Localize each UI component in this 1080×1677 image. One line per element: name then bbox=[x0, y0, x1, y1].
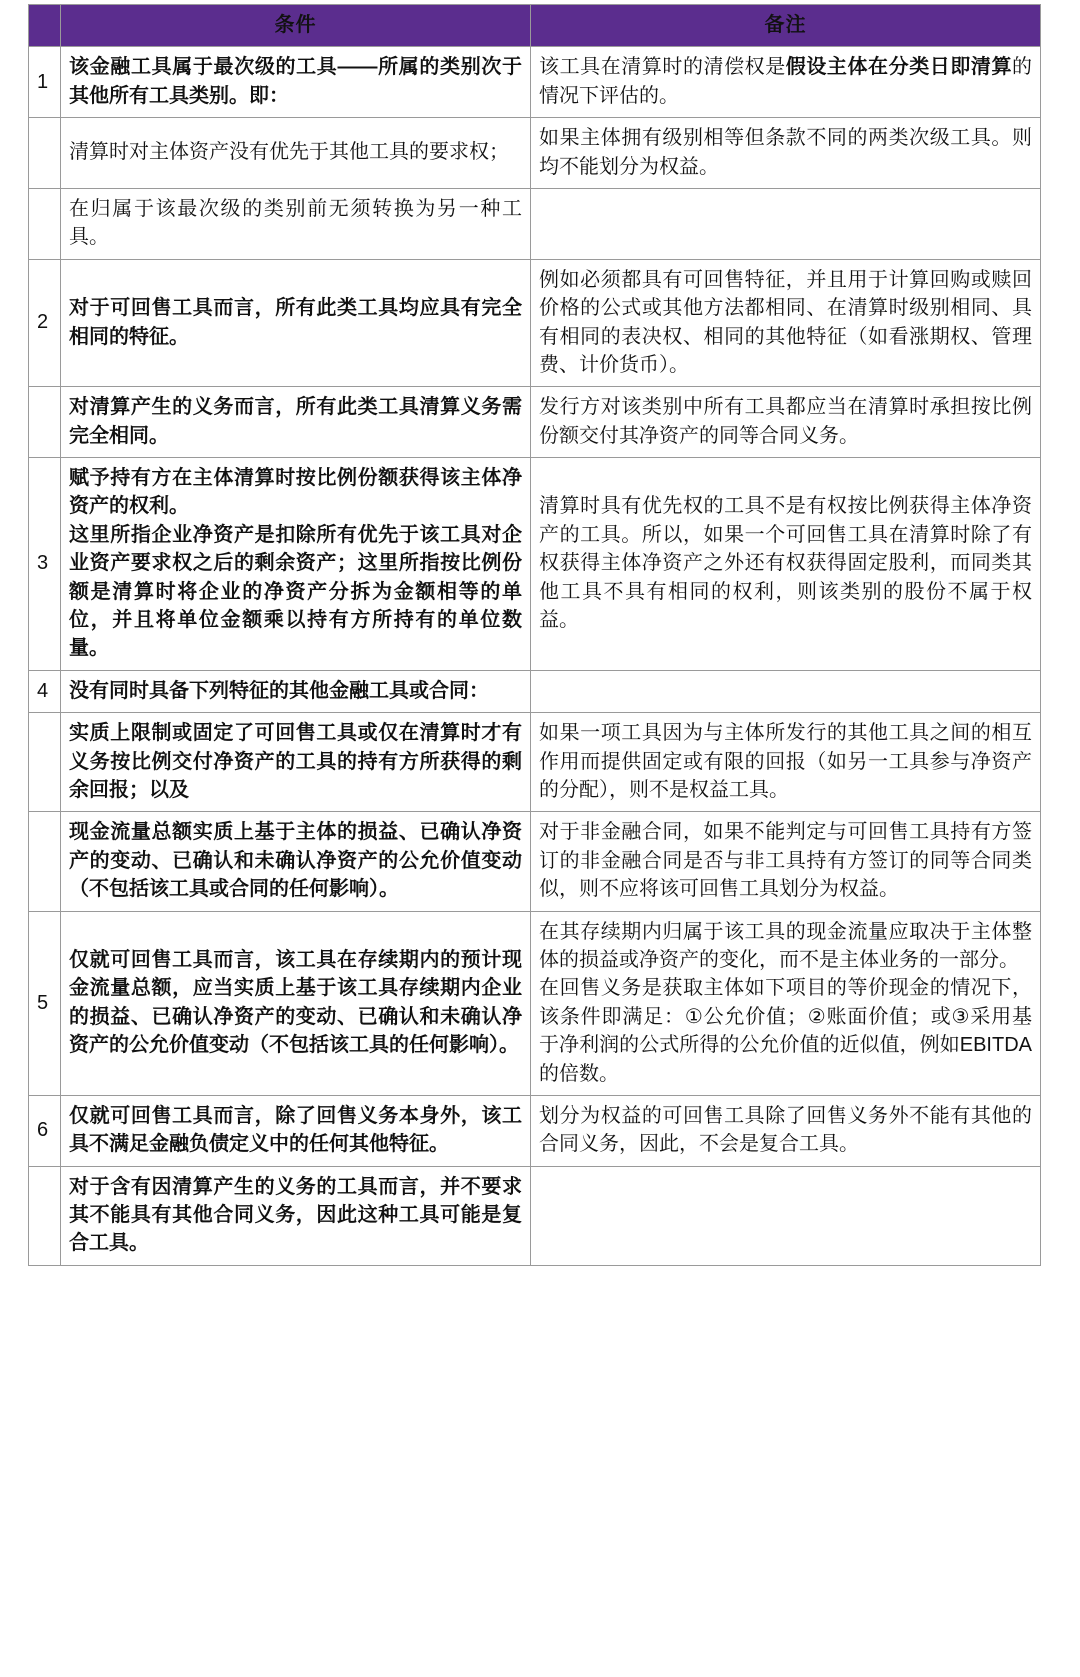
row-number bbox=[29, 118, 61, 189]
note-cell: 清算时具有优先权的工具不是有权按比例获得主体净资产的工具。所以，如果一个可回售工具在清算时除了有权获得主体净资产之外还有权获得固定股利，而同类其他工具不具有相同的权利，则该类别的股份不属于权益。 bbox=[531, 458, 1041, 671]
note-cell bbox=[531, 188, 1041, 259]
condition-cell: 现金流量总额实质上基于主体的损益、已确认净资产的变动、已确认和未确认净资产的公允价值变动（不包括该工具或合同的任何影响）。 bbox=[61, 812, 531, 911]
table-row bbox=[29, 188, 1041, 259]
table-row bbox=[29, 911, 1041, 1095]
note-cell bbox=[531, 670, 1041, 712]
note-cell: 该工具在清算时的清偿权是假设主体在分类日即清算的情况下评估的。 bbox=[531, 47, 1041, 118]
note-cell: 发行方对该类别中所有工具都应当在清算时承担按比例份额交付其净资产的同等合同义务。 bbox=[531, 387, 1041, 458]
condition-cell: 清算时对主体资产没有优先于其他工具的要求权； bbox=[61, 118, 531, 189]
table-row bbox=[29, 713, 1041, 812]
note-cell: 例如必须都具有可回售特征，并且用于计算回购或赎回价格的公式或其他方法都相同、在清算时级别相同、具有相同的表决权、相同的其他特征（如看涨期权、管理费、计价货币）。 bbox=[531, 259, 1041, 387]
table-row bbox=[29, 1166, 1041, 1265]
row-number: 4 bbox=[29, 670, 61, 712]
table-row bbox=[29, 812, 1041, 911]
table-row bbox=[29, 118, 1041, 189]
condition-cell: 仅就可回售工具而言，除了回售义务本身外，该工具不满足金融负债定义中的任何其他特征。 bbox=[61, 1095, 531, 1166]
note-cell: 对于非金融合同，如果不能判定与可回售工具持有方签订的非金融合同是否与非工具持有方签订的同等合同类似，则不应将该可回售工具划分为权益。 bbox=[531, 812, 1041, 911]
table-row bbox=[29, 458, 1041, 671]
condition-cell: 对于可回售工具而言，所有此类工具均应具有完全相同的特征。 bbox=[61, 259, 531, 387]
conditions-table bbox=[28, 4, 1041, 1266]
table-row bbox=[29, 47, 1041, 118]
condition-cell: 在归属于该最次级的类别前无须转换为另一种工具。 bbox=[61, 188, 531, 259]
note-cell: 在其存续期内归属于该工具的现金流量应取决于主体整体的损益或净资产的变化，而不是主体业务的一部分。 在回售义务是获取主体如下项目的等价现金的情况下，该条件即满足：①公允价值；②账面价值；或③采用基于净利润的公式所得的公允价值的近似值，例如EBITDA的倍数。 bbox=[531, 911, 1041, 1095]
table-row bbox=[29, 670, 1041, 712]
table-header-row bbox=[29, 5, 1041, 47]
condition-cell: 没有同时具备下列特征的其他金融工具或合同： bbox=[61, 670, 531, 712]
row-number: 5 bbox=[29, 911, 61, 1095]
column-header-condition: 条件 bbox=[61, 5, 531, 47]
condition-cell: 对清算产生的义务而言，所有此类工具清算义务需完全相同。 bbox=[61, 387, 531, 458]
condition-cell: 仅就可回售工具而言，该工具在存续期内的预计现金流量总额，应当实质上基于该工具存续期内企业的损益、已确认净资产的变动、已确认和未确认净资产的公允价值变动（不包括该工具的任何影响）。 bbox=[61, 911, 531, 1095]
table-row bbox=[29, 1095, 1041, 1166]
condition-cell: 对于含有因清算产生的义务的工具而言，并不要求其不能具有其他合同义务，因此这种工具可能是复合工具。 bbox=[61, 1166, 531, 1265]
row-number: 3 bbox=[29, 458, 61, 671]
row-number bbox=[29, 1166, 61, 1265]
row-number: 2 bbox=[29, 259, 61, 387]
column-header-number bbox=[29, 5, 61, 47]
table-header bbox=[29, 5, 1041, 47]
condition-cell: 赋予持有方在主体清算时按比例份额获得该主体净资产的权利。 这里所指企业净资产是扣除所有优先于该工具对企业资产要求权之后的剩余资产；这里所指按比例份额是清算时将企业的净资产分拆为金额相等的单位，并且将单位金额乘以持有方所持有的单位数量。 bbox=[61, 458, 531, 671]
note-cell: 如果主体拥有级别相等但条款不同的两类次级工具。则均不能划分为权益。 bbox=[531, 118, 1041, 189]
row-number bbox=[29, 713, 61, 812]
note-cell: 划分为权益的可回售工具除了回售义务外不能有其他的合同义务，因此，不会是复合工具。 bbox=[531, 1095, 1041, 1166]
row-number bbox=[29, 188, 61, 259]
note-cell: 如果一项工具因为与主体所发行的其他工具之间的相互作用而提供固定或有限的回报（如另一工具参与净资产的分配），则不是权益工具。 bbox=[531, 713, 1041, 812]
row-number: 6 bbox=[29, 1095, 61, 1166]
column-header-note: 备注 bbox=[531, 5, 1041, 47]
note-cell bbox=[531, 1166, 1041, 1265]
table-body bbox=[29, 47, 1041, 1265]
row-number bbox=[29, 387, 61, 458]
row-number: 1 bbox=[29, 47, 61, 118]
table-row bbox=[29, 387, 1041, 458]
condition-cell: 实质上限制或固定了可回售工具或仅在清算时才有义务按比例交付净资产的工具的持有方所获得的剩余回报；以及 bbox=[61, 713, 531, 812]
condition-cell: 该金融工具属于最次级的工具——所属的类别次于其他所有工具类别。即： bbox=[61, 47, 531, 118]
row-number bbox=[29, 812, 61, 911]
table-row bbox=[29, 259, 1041, 387]
